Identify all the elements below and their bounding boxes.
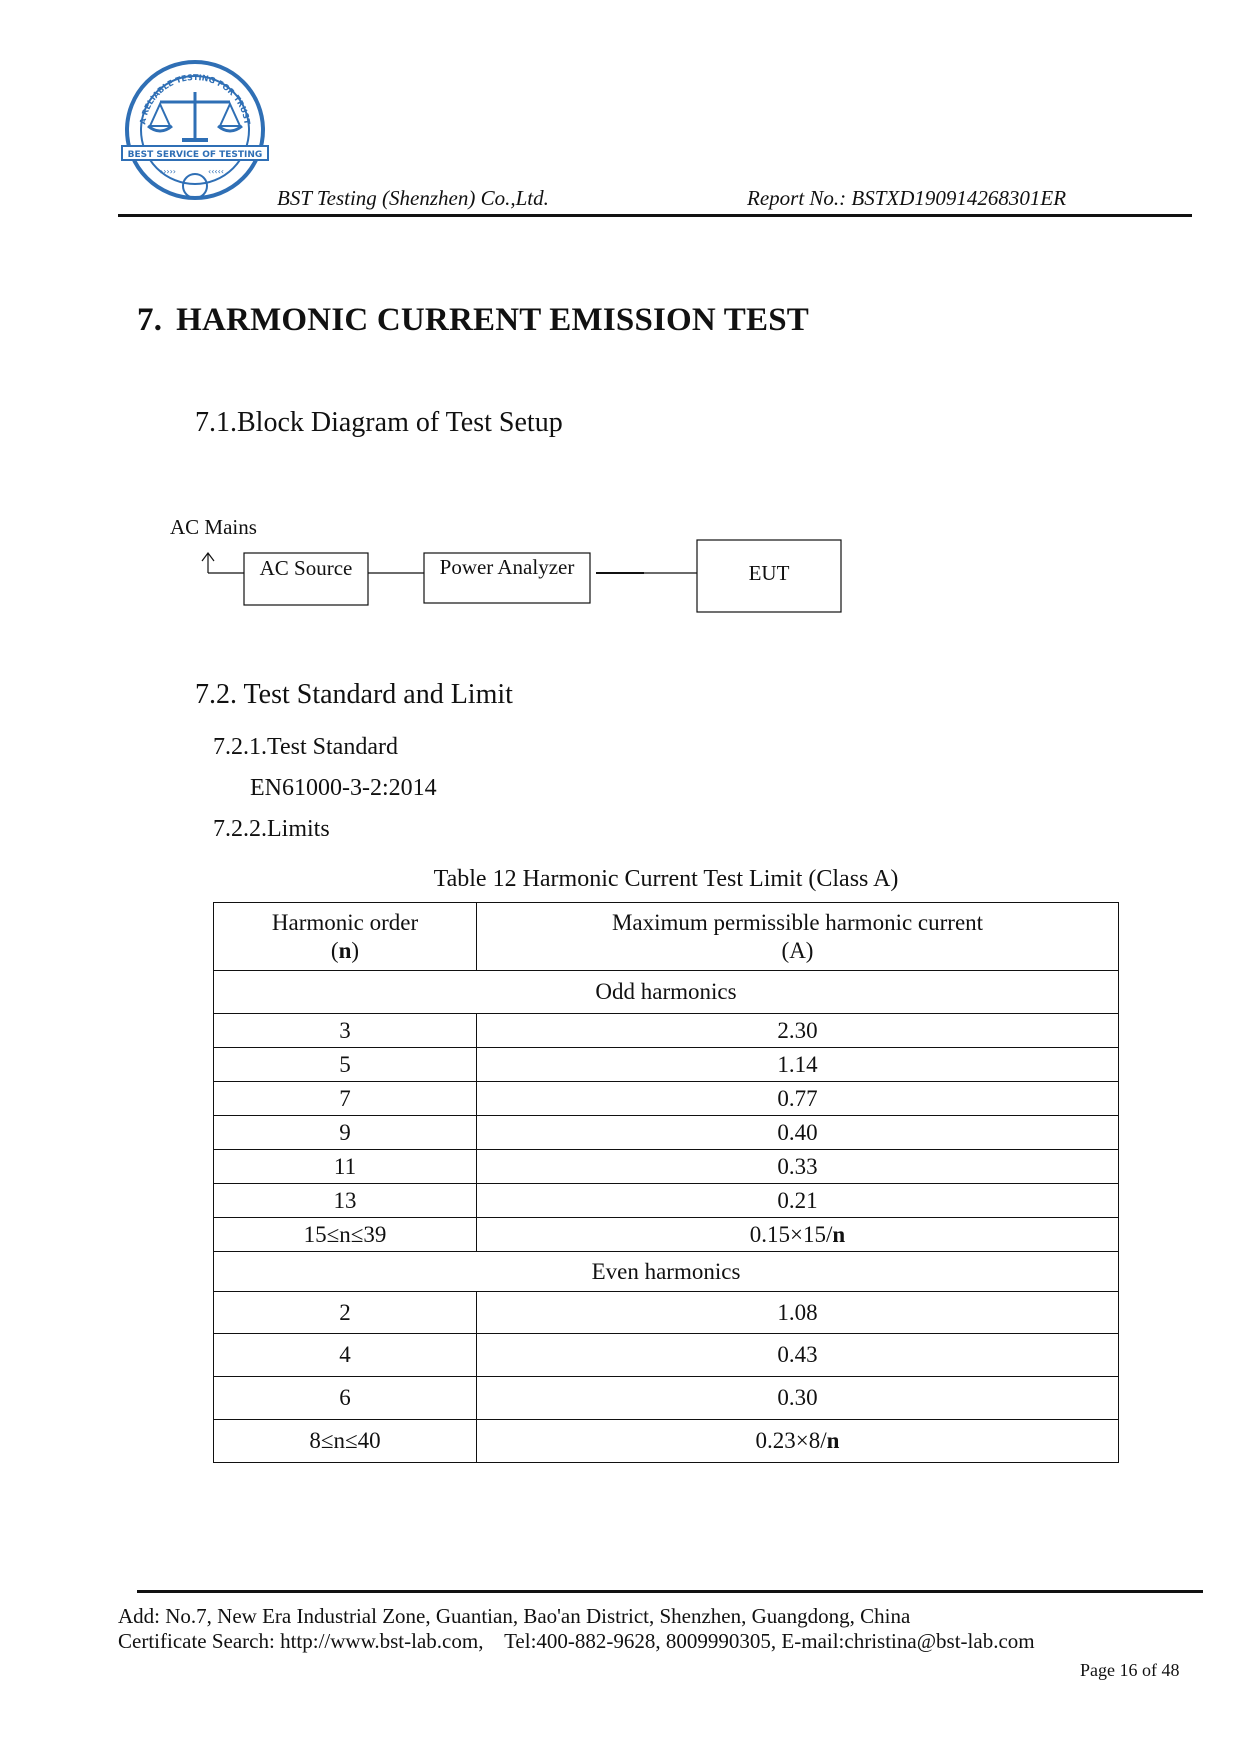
logo-banner-text: BEST SERVICE OF TESTING	[127, 150, 263, 160]
section-number: 7.	[137, 302, 163, 338]
table-row: 9 0.40	[214, 1116, 1119, 1150]
odd-harmonics-label: Odd harmonics	[214, 971, 1119, 1014]
header-report-number: Report No.: BSTXD190914268301ER	[747, 186, 1067, 210]
power-analyzer-label: Power Analyzer	[439, 555, 575, 579]
svg-text:‹‹‹‹‹: ‹‹‹‹‹	[208, 167, 224, 176]
svg-text:›››››: ›››››	[160, 167, 176, 176]
odd-harmonics-row	[214, 971, 1119, 1014]
table-row: 15≤n≤39 0.15×15/n	[214, 1218, 1119, 1252]
subsection-test-standard-heading: 7.2.1.Test Standard	[213, 734, 398, 760]
table-row: 4 0.43	[214, 1334, 1119, 1377]
header-divider	[118, 214, 1192, 217]
harmonic-limit-table	[213, 902, 1119, 1463]
table-row: 5 1.14	[214, 1048, 1119, 1082]
table-row: 13 0.21	[214, 1184, 1119, 1218]
footer-certificate-contact: Certificate Search: http://www.bst-lab.com, Tel:400-882-9628, 8009990305, E-mail:christina@bst-lab.com	[118, 1629, 1035, 1653]
ac-source-label: AC Source	[259, 556, 353, 580]
section-title: HARMONIC CURRENT EMISSION TEST	[176, 302, 809, 338]
even-harmonics-label: Even harmonics	[214, 1252, 1119, 1292]
table-row: 8≤n≤40 0.23×8/n	[214, 1420, 1119, 1463]
col-header-n-symbol: n	[338, 937, 352, 963]
block-diagram	[168, 510, 868, 620]
subsection-block-diagram-heading: 7.1.Block Diagram of Test Setup	[195, 407, 563, 438]
logo-arc-text: A RELIABLE TESTING FOR TRUST	[138, 72, 252, 126]
subsection-limits-heading: 7.2.2.Limits	[213, 816, 330, 842]
table-row: 11 0.33	[214, 1150, 1119, 1184]
test-standard-value: EN61000-3-2:2014	[250, 775, 437, 801]
even-harmonics-row	[214, 1252, 1119, 1292]
ac-mains-label: AC Mains	[170, 515, 257, 539]
company-logo-seal	[120, 58, 270, 214]
subsection-standard-limit-heading: 7.2. Test Standard and Limit	[195, 679, 513, 710]
footer-divider	[137, 1590, 1203, 1593]
table-row: 3 2.30	[214, 1014, 1119, 1048]
page-number: Page 16 of 48	[1080, 1660, 1180, 1680]
table-row: 7 0.77	[214, 1082, 1119, 1116]
col-header-max-current: Maximum permissible harmonic current (A)	[477, 903, 1119, 971]
eut-label: EUT	[748, 561, 790, 585]
table-row: 2 1.08	[214, 1292, 1119, 1334]
table-header-row	[214, 903, 1119, 971]
table-row: 6 0.30	[214, 1377, 1119, 1420]
col-header-harmonic-order: Harmonic order (n)	[214, 903, 477, 971]
footer-address: Add: No.7, New Era Industrial Zone, Guantian, Bao'an District, Shenzhen, Guangdong, China	[118, 1604, 911, 1628]
header-company-name: BST Testing (Shenzhen) Co.,Ltd.	[277, 186, 549, 210]
table-caption: Table 12 Harmonic Current Test Limit (Class A)	[433, 866, 899, 892]
section-heading	[137, 302, 809, 339]
